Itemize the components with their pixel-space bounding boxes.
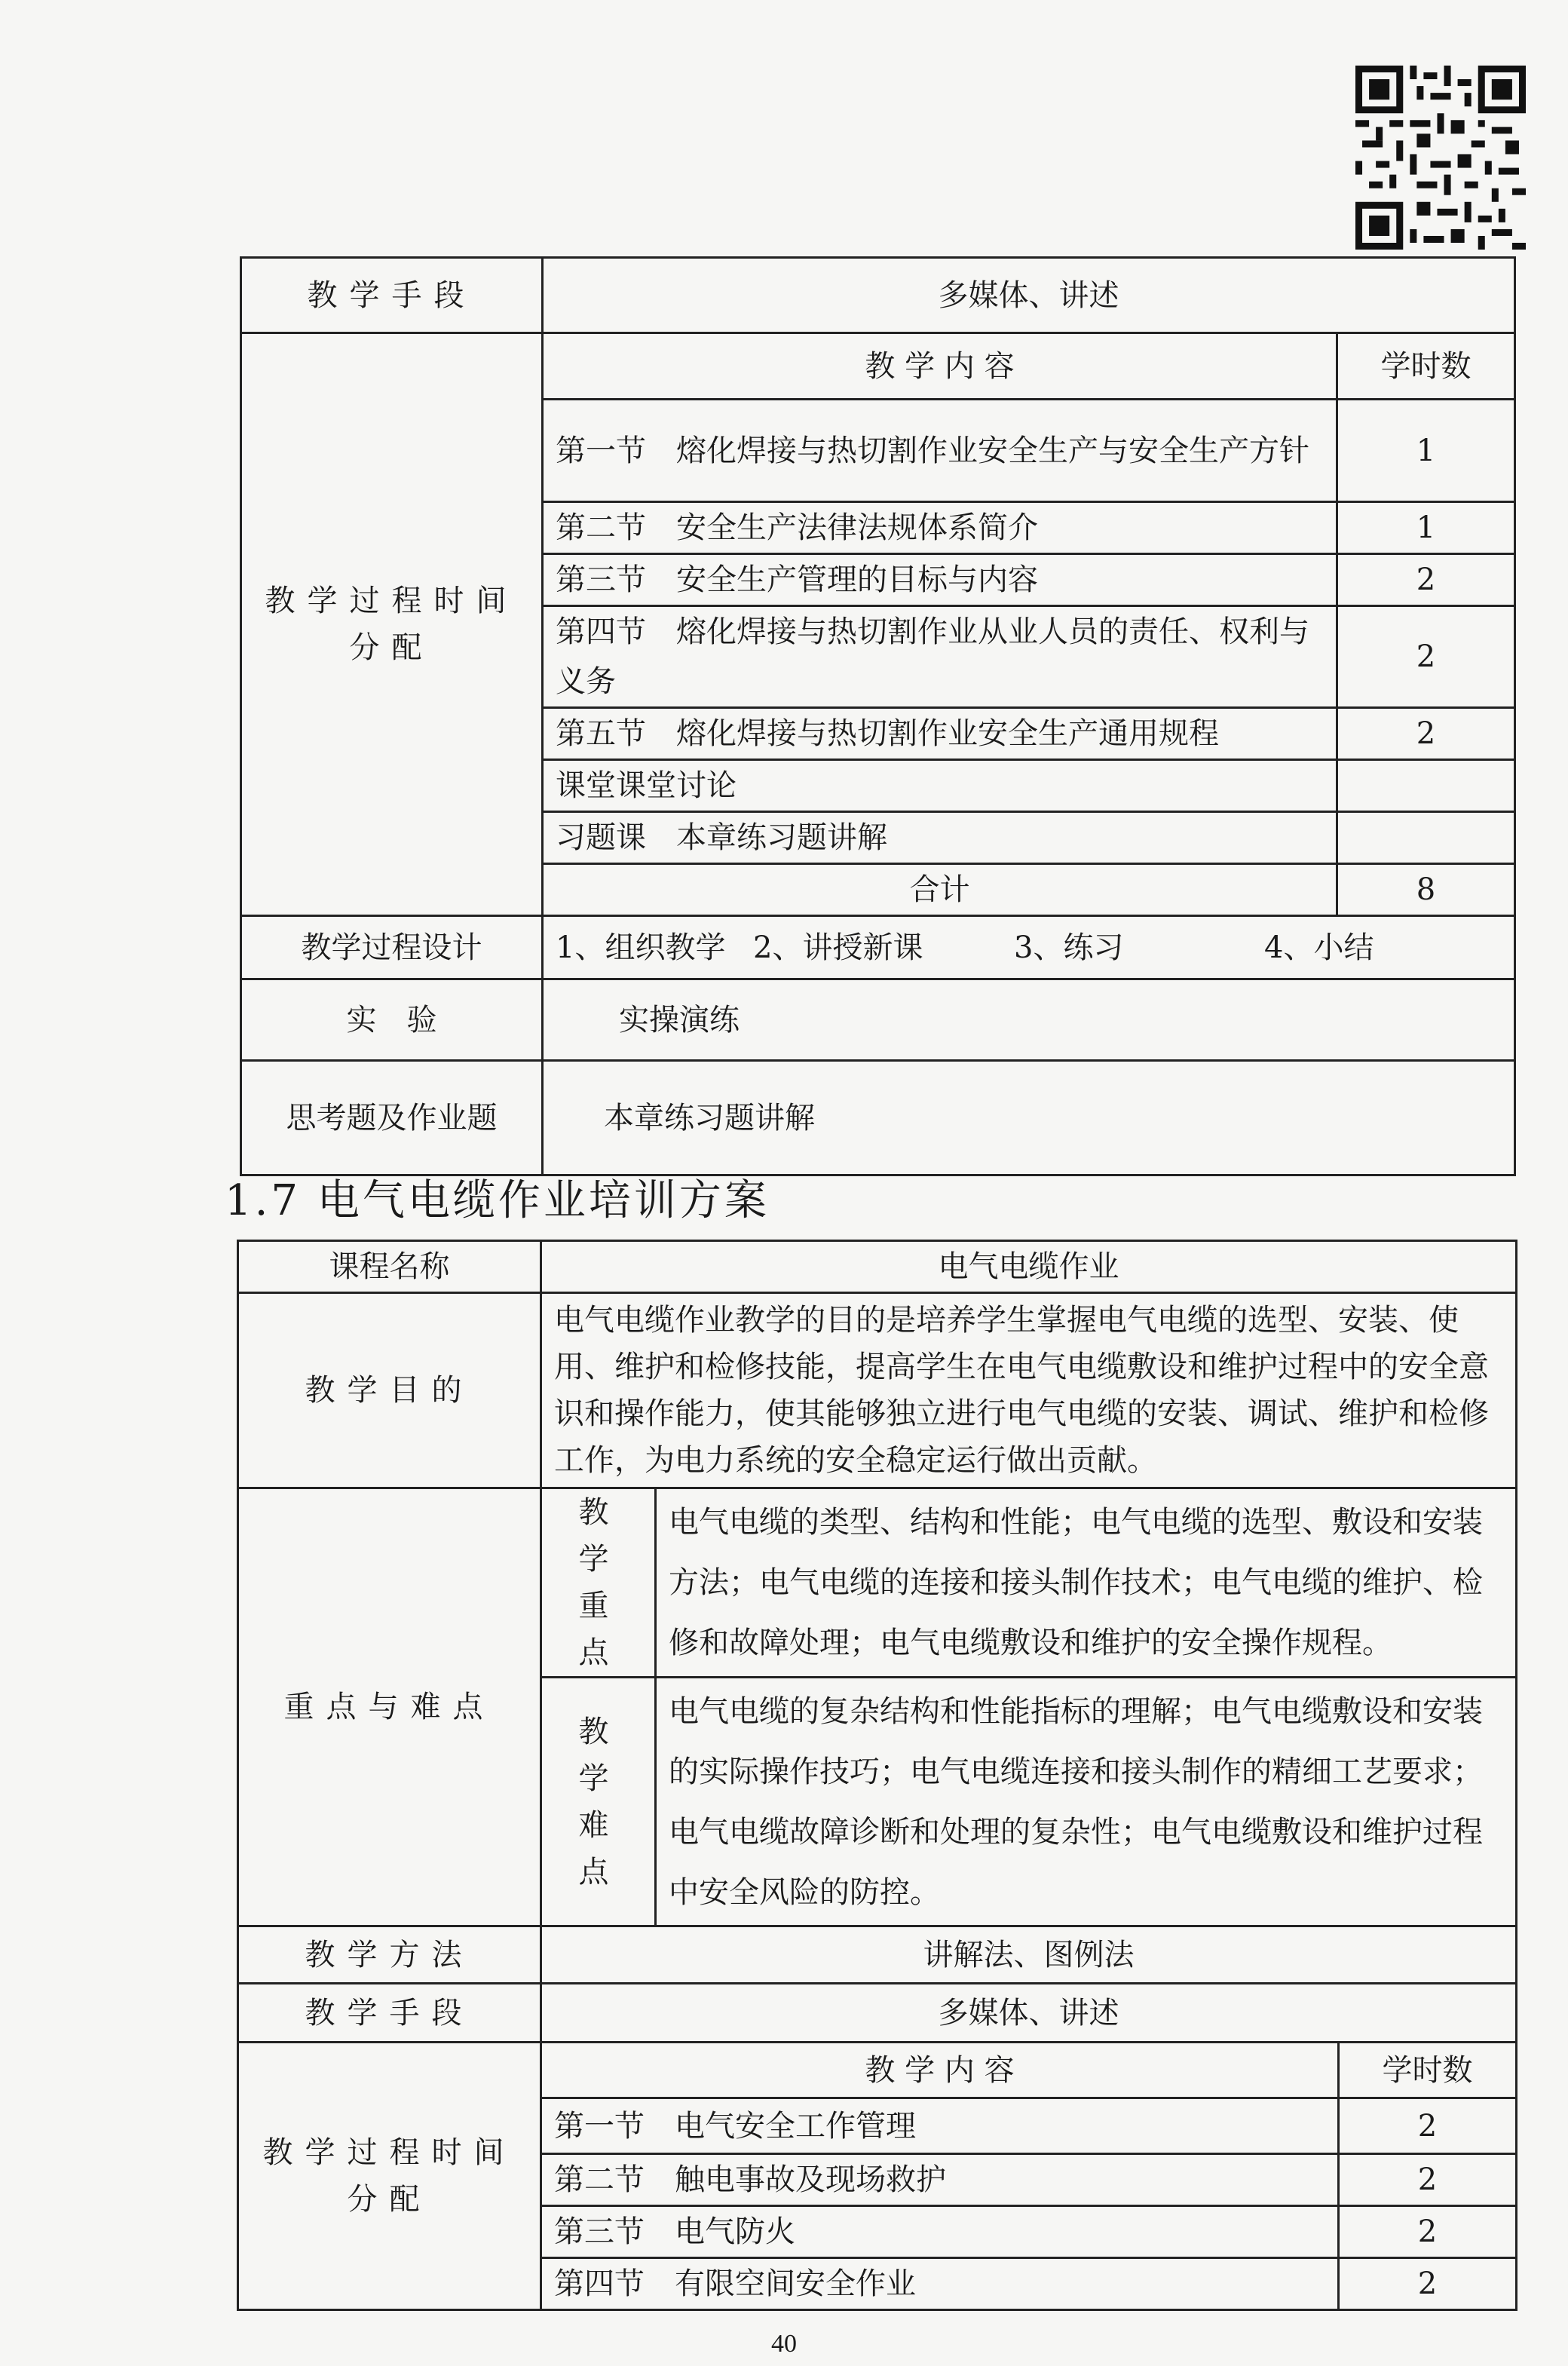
hours-row-4: 2 <box>1337 606 1515 708</box>
content-row-1: 第一节 熔化焊接与热切割作业安全生产与安全生产方针 <box>543 400 1337 502</box>
qr-code <box>1355 63 1526 252</box>
hours2-row-2: 2 <box>1339 2154 1517 2206</box>
content-row-2: 第二节 安全生产法律法规体系简介 <box>543 502 1337 554</box>
process-allocation-label: 教学过程时间分配 <box>241 333 543 916</box>
hours2-row-1: 2 <box>1339 2098 1517 2154</box>
teaching-means-value: 多媒体、讲述 <box>543 258 1515 333</box>
hours-row-6 <box>1337 760 1515 812</box>
experiment-value: 实操演练 <box>543 979 1515 1061</box>
hours-row-2: 1 <box>1337 502 1515 554</box>
teaching-means-label-2: 教学手段 <box>238 1984 541 2043</box>
content2-row-3: 第三节 电气防火 <box>541 2206 1339 2258</box>
content-header-2: 教 学 内 容 <box>541 2043 1339 2098</box>
teaching-method-value: 讲解法、图例法 <box>541 1926 1517 1984</box>
key-difficult-label: 重点与难点 <box>238 1488 541 1926</box>
hours-row-5: 2 <box>1337 708 1515 760</box>
hours2-row-3: 2 <box>1339 2206 1517 2258</box>
process-design-steps: 1、组织教学 2、讲授新课 3、练习 4、小结 <box>543 916 1515 979</box>
process-design-label: 教学过程设计 <box>241 916 543 979</box>
content-row-7: 习题课 本章练习题讲解 <box>543 812 1337 864</box>
section-heading: 1.7 电气电缆作业培训方案 <box>225 1176 770 1225</box>
training-table-1 <box>240 256 1516 1176</box>
hours-header-2: 学时数 <box>1339 2043 1517 2098</box>
content-row-5: 第五节 熔化焊接与热切割作业安全生产通用规程 <box>543 708 1337 760</box>
course-name-label: 课程名称 <box>238 1241 541 1293</box>
content2-row-2: 第二节 触电事故及现场救护 <box>541 2154 1339 2206</box>
teaching-goal-label: 教学目的 <box>238 1293 541 1488</box>
difficulty-value: 电气电缆的复杂结构和性能指标的理解；电气电缆敷设和安装的实际操作技巧；电气电缆连接和接头制作的精细工艺要求；电气电缆故障诊断和处理的复杂性；电气电缆敷设和维护过程中安全风险的防控。 <box>656 1678 1517 1926</box>
focus-value: 电气电缆的类型、结构和性能；电气电缆的选型、敷设和安装方法；电气电缆的连接和接头制作技术；电气电缆的维护、检修和故障处理；电气电缆敷设和维护的安全操作规程。 <box>656 1488 1517 1678</box>
focus-label: 教学重点 <box>541 1488 656 1678</box>
page-number: 40 <box>771 2330 797 2358</box>
content-header: 教 学 内 容 <box>543 333 1337 400</box>
process-allocation-label-2: 教学过程时间分配 <box>238 2043 541 2310</box>
course-name-value: 电气电缆作业 <box>541 1241 1517 1293</box>
hours-header: 学时数 <box>1337 333 1515 400</box>
content2-row-1: 第一节 电气安全工作管理 <box>541 2098 1339 2154</box>
homework-label: 思考题及作业题 <box>241 1061 543 1175</box>
content-row-4: 第四节 熔化焊接与热切割作业从业人员的责任、权利与义务 <box>543 606 1337 708</box>
experiment-label: 实 验 <box>241 979 543 1061</box>
teaching-method-label: 教学方法 <box>238 1926 541 1984</box>
total-hours: 8 <box>1337 864 1515 916</box>
content-row-3: 第三节 安全生产管理的目标与内容 <box>543 554 1337 606</box>
homework-value: 本章练习题讲解 <box>543 1061 1515 1175</box>
training-table-2 <box>237 1240 1517 2311</box>
content-row-6: 课堂课堂讨论 <box>543 760 1337 812</box>
teaching-goal-value: 电气电缆作业教学的目的是培养学生掌握电气电缆的选型、安装、使用、维护和检修技能，提高学生在电气电缆敷设和维护过程中的安全意识和操作能力，使其能够独立进行电气电缆的安装、调试、维护和检修工作，为电力系统的安全稳定运行做出贡献。 <box>541 1293 1517 1488</box>
hours-row-1: 1 <box>1337 400 1515 502</box>
difficulty-label: 教学难点 <box>541 1678 656 1926</box>
total-label: 合计 <box>543 864 1337 916</box>
hours2-row-4: 2 <box>1339 2258 1517 2310</box>
content2-row-4: 第四节 有限空间安全作业 <box>541 2258 1339 2310</box>
teaching-means-label: 教学手段 <box>241 258 543 333</box>
hours-row-7 <box>1337 812 1515 864</box>
hours-row-3: 2 <box>1337 554 1515 606</box>
teaching-means-value-2: 多媒体、讲述 <box>541 1984 1517 2043</box>
